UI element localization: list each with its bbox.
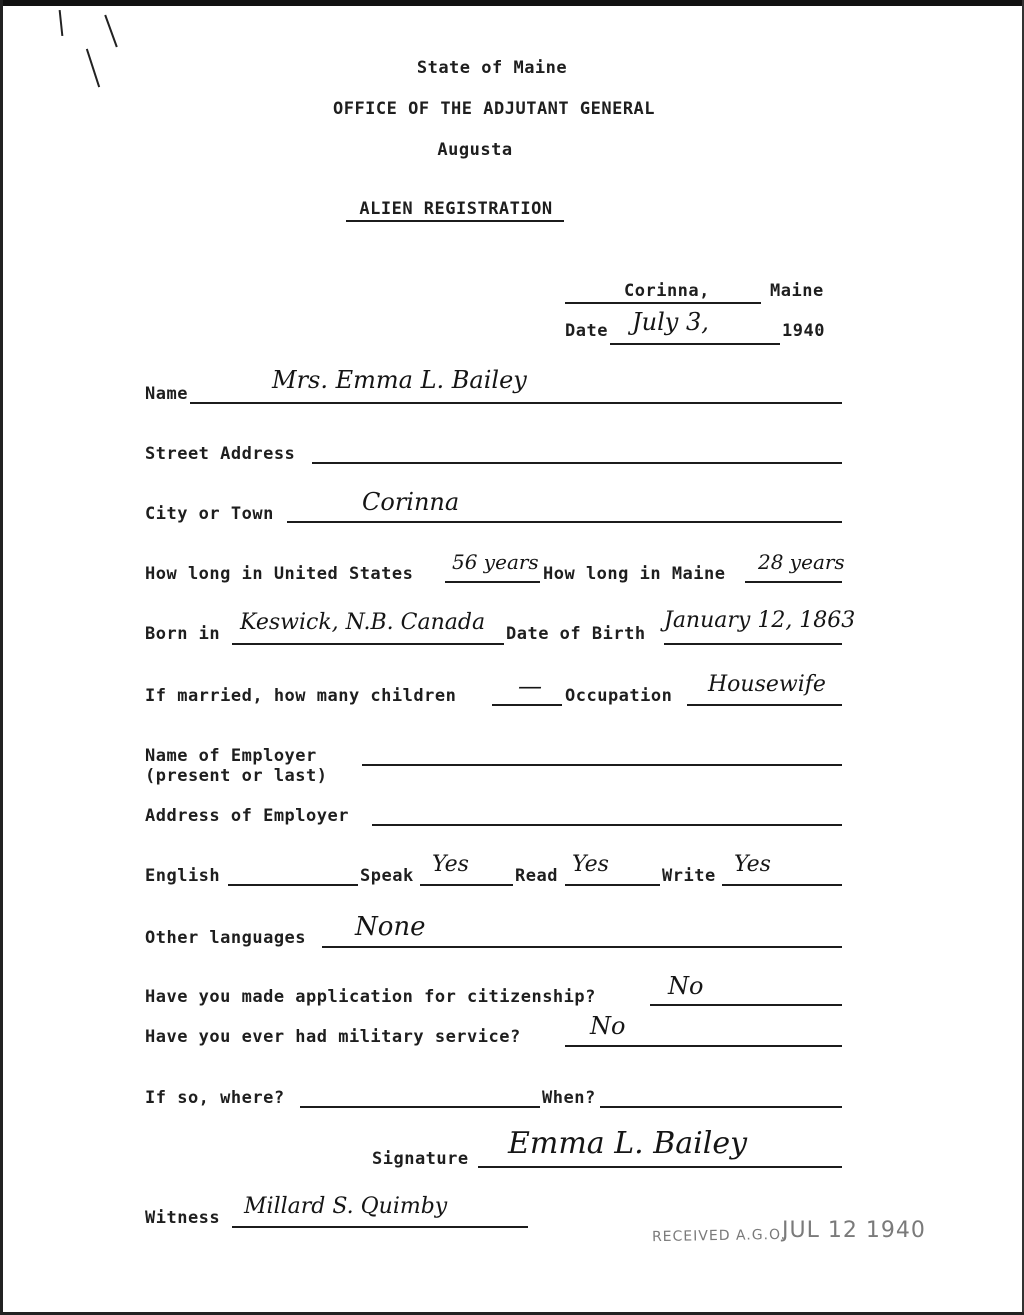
city-line	[287, 521, 842, 523]
how-long-us-label: How long in United States	[145, 564, 414, 584]
name-value: Mrs. Emma L. Bailey	[272, 366, 527, 394]
city-label: City or Town	[145, 504, 274, 524]
witness-value: Millard S. Quimby	[244, 1194, 448, 1219]
occupation-value: Housewife	[708, 672, 826, 697]
header-city: Augusta	[437, 140, 513, 160]
when-line	[600, 1106, 842, 1108]
dob-value: January 12, 1863	[664, 608, 856, 633]
how-long-me-line	[745, 581, 842, 583]
how-long-us-value: 56 years	[452, 550, 539, 574]
other-languages-value: None	[355, 912, 426, 942]
header-state: State of Maine	[416, 58, 568, 78]
read-label: Read	[515, 866, 558, 886]
born-value: Keswick, N.B. Canada	[240, 610, 486, 635]
dob-label: Date of Birth	[506, 624, 646, 644]
scan-edge-left	[0, 0, 3, 1315]
employer-line	[362, 764, 842, 766]
children-label: If married, how many children	[145, 686, 457, 706]
date-label: Date	[565, 321, 608, 341]
place-line	[565, 302, 761, 304]
military-value: No	[590, 1012, 626, 1040]
received-stamp-text: RECEIVED A.G.O.	[651, 1226, 787, 1246]
other-languages-line	[322, 946, 842, 948]
children-value: —	[518, 672, 542, 700]
employer-label-sub: (present or last)	[145, 766, 328, 786]
where-line	[300, 1106, 540, 1108]
date-line	[610, 343, 780, 345]
scan-edge-top	[0, 0, 1024, 6]
how-long-me-value: 28 years	[758, 550, 845, 574]
dob-line	[664, 643, 842, 645]
form-title-underline	[346, 220, 564, 222]
date-month-day: July 3,	[632, 308, 709, 336]
how-long-us-line	[445, 581, 540, 583]
children-line	[492, 704, 562, 706]
occupation-label: Occupation	[565, 686, 673, 706]
place-town: Corinna,	[624, 281, 710, 301]
read-value: Yes	[572, 852, 609, 877]
military-label: Have you ever had military service?	[145, 1027, 521, 1047]
scan-mark	[104, 15, 118, 48]
occupation-line	[687, 704, 842, 706]
scan-mark	[59, 10, 64, 36]
employer-address-label: Address of Employer	[145, 806, 349, 826]
name-line	[190, 402, 842, 404]
name-label: Name	[145, 384, 188, 404]
write-line	[722, 884, 842, 886]
write-label: Write	[662, 866, 716, 886]
header-office: OFFICE OF THE ADJUTANT GENERAL	[332, 99, 656, 119]
born-line	[232, 643, 504, 645]
employer-address-line	[372, 824, 842, 826]
street-line	[312, 462, 842, 464]
signature-value: Emma L. Bailey	[508, 1126, 748, 1161]
speak-value: Yes	[432, 852, 469, 877]
where-label: If so, where?	[145, 1088, 285, 1108]
employer-label: Name of Employer	[145, 746, 317, 766]
read-line	[565, 884, 660, 886]
city-value: Corinna	[362, 488, 460, 516]
signature-line	[478, 1166, 842, 1168]
english-label: English	[145, 866, 221, 886]
speak-line	[420, 884, 513, 886]
date-year: 1940	[782, 321, 825, 341]
other-languages-label: Other languages	[145, 928, 307, 948]
when-label: When?	[542, 1088, 596, 1108]
place-state: Maine	[770, 281, 824, 301]
born-label: Born in	[145, 624, 221, 644]
speak-label: Speak	[360, 866, 414, 886]
citizenship-line	[650, 1004, 842, 1006]
military-line	[565, 1045, 842, 1047]
english-line	[228, 884, 358, 886]
write-value: Yes	[734, 852, 771, 877]
citizenship-label: Have you made application for citizenship?	[145, 987, 596, 1007]
witness-label: Witness	[145, 1208, 221, 1228]
citizenship-value: No	[668, 972, 704, 1000]
witness-line	[232, 1226, 528, 1228]
scan-mark	[86, 49, 100, 88]
street-label: Street Address	[145, 444, 296, 464]
received-stamp-date: JUL 12 1940	[782, 1218, 926, 1243]
signature-label: Signature	[372, 1149, 469, 1169]
form-title: ALIEN REGISTRATION	[359, 199, 553, 219]
how-long-me-label: How long in Maine	[543, 564, 726, 584]
